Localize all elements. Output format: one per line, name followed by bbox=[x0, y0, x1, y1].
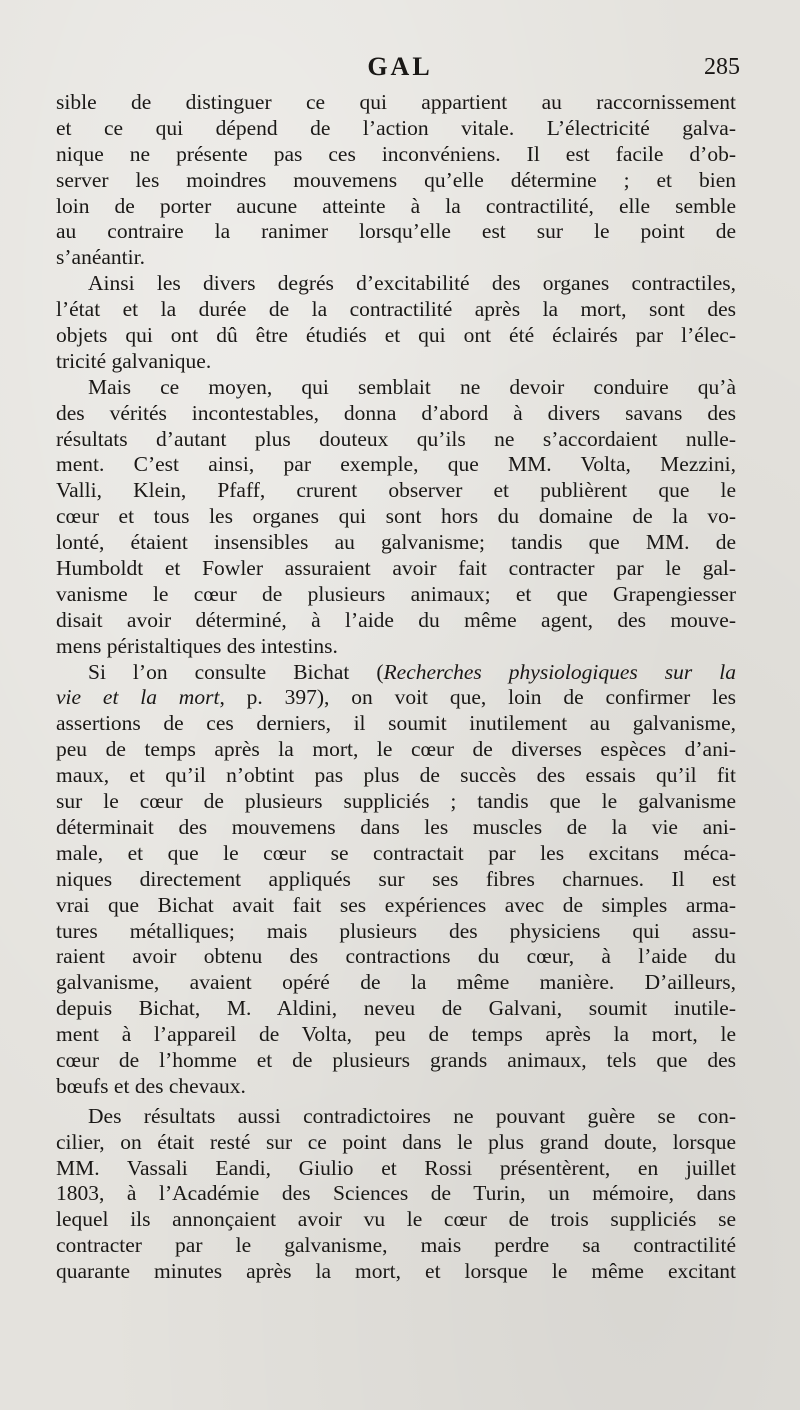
text-line: contracter par le galvanisme, mais perdre sa contractilité bbox=[56, 1233, 736, 1258]
text-line: cœur de l’homme et de plusieurs grands animaux, tels que des bbox=[56, 1047, 736, 1072]
text-line: 1803, à l’Académie des Sciences de Turin, un mémoire, dans bbox=[56, 1181, 736, 1206]
text-line: lonté, étaient insensibles au galvanisme; tandis que MM. de bbox=[56, 530, 736, 555]
text-line: assertions de ces derniers, il soumit inutilement au galvanisme, bbox=[56, 711, 736, 736]
running-title: GAL bbox=[367, 52, 433, 81]
text-line: bœufs et des chevaux. bbox=[56, 1073, 246, 1098]
text-line: déterminait des mouvemens dans les muscles de la vie ani- bbox=[56, 814, 736, 839]
text-fragment: , p. 397), on voit que, loin de confirmer les bbox=[219, 685, 736, 710]
text-line: vrai que Bichat avait fait ses expériences avec de simples arma- bbox=[56, 892, 736, 917]
text-line: peu de temps après la mort, le cœur de diverses espèces d’ani- bbox=[56, 737, 736, 762]
text-line: loin de porter aucune atteinte à la contractilité, elle semble bbox=[56, 193, 736, 218]
text-line: sur le cœur de plusieurs suppliciés ; tandis que le galvanisme bbox=[56, 789, 736, 814]
text-line: galvanisme, avaient opéré de la même manière. D’ailleurs, bbox=[56, 970, 736, 995]
text-line: Des résultats aussi contradictoires ne pouvant guère se con- bbox=[88, 1103, 736, 1128]
paragraph-1 bbox=[56, 90, 736, 271]
text-line: lequel ils annonçaient avoir vu le cœur de trois suppliciés se bbox=[56, 1207, 736, 1232]
text-line: mens péristaltiques des intestins. bbox=[56, 633, 338, 658]
text-line: disait avoir déterminé, à l’aide du même agent, des mouve- bbox=[56, 607, 736, 632]
text-line: cœur et tous les organes qui sont hors du domaine de la vo- bbox=[56, 504, 736, 529]
text-fragment: Si l’on consulte Bichat ( bbox=[88, 659, 384, 684]
text-line: sible de distinguer ce qui appartient au raccornissement bbox=[56, 90, 736, 114]
text-line: male, et que le cœur se contractait par les excitans méca- bbox=[56, 840, 736, 865]
text-line: depuis Bichat, M. Aldini, neveu de Galvani, soumit inutile- bbox=[56, 996, 736, 1021]
text-line: l’état et la durée de la contractilité après la mort, sont des bbox=[56, 297, 736, 322]
paragraph-4 bbox=[56, 660, 736, 1100]
text-line: et ce qui dépend de l’action vitale. L’électricité galva- bbox=[56, 115, 736, 140]
text-line: nique ne présente pas ces inconvéniens. Il est facile d’ob- bbox=[56, 141, 736, 166]
text-line: objets qui ont dû être étudiés et qui ont été éclairés par l’élec- bbox=[56, 323, 736, 348]
italic-title: vie et la mort bbox=[56, 685, 220, 710]
text-line: Humboldt et Fowler assuraient avoir fait contracter par le gal- bbox=[56, 556, 736, 581]
text-line: ment. C’est ainsi, par exemple, que MM. Volta, Mezzini, bbox=[56, 452, 736, 477]
text-line: niques directement appliqués sur ses fibres charnues. Il est bbox=[56, 866, 736, 891]
text-line: ment à l’appareil de Volta, peu de temps après la mort, le bbox=[56, 1022, 736, 1047]
text-line: des vérités incontestables, donna d’abord à divers savans des bbox=[56, 400, 736, 425]
text-line: résultats d’autant plus douteux qu’ils ne s’accordaient nulle- bbox=[56, 426, 736, 451]
paragraph-2 bbox=[56, 271, 736, 375]
text-line: Ainsi les divers degrés d’excitabilité des organes contractiles, bbox=[88, 271, 736, 296]
body-text bbox=[56, 90, 736, 1285]
page-number: 285 bbox=[704, 54, 740, 80]
paragraph-5 bbox=[56, 1104, 736, 1285]
text-line: tricité galvanique. bbox=[56, 348, 212, 373]
text-line: cilier, on était resté sur ce point dans le plus grand doute, lorsque bbox=[56, 1129, 736, 1154]
running-head bbox=[0, 52, 800, 86]
italic-title: Recherches physiologiques sur la bbox=[383, 659, 736, 684]
text-line: Valli, Klein, Pfaff, crurent observer et publièrent que le bbox=[56, 478, 736, 503]
text-line: au contraire la ranimer lorsqu’elle est sur le point de bbox=[56, 219, 736, 244]
text-line: maux, et qu’il n’obtint pas plus de succès des essais qu’il fit bbox=[56, 763, 736, 788]
text-line bbox=[56, 660, 736, 686]
text-line: quarante minutes après la mort, et lorsque le même excitant bbox=[56, 1259, 736, 1284]
paragraph-3 bbox=[56, 375, 736, 660]
text-line: vanisme le cœur de plusieurs animaux; et que Grapengiesser bbox=[56, 581, 736, 606]
text-line: MM. Vassali Eandi, Giulio et Rossi présentèrent, en juillet bbox=[56, 1155, 736, 1180]
text-line: raient avoir obtenu des contractions du cœur, à l’aide du bbox=[56, 944, 736, 969]
text-line bbox=[56, 685, 736, 711]
text-line: server les moindres mouvemens qu’elle détermine ; et bien bbox=[56, 167, 736, 192]
text-line: s’anéantir. bbox=[56, 245, 145, 270]
text-line: tures métalliques; mais plusieurs des physiciens qui assu- bbox=[56, 918, 736, 943]
text-line: Mais ce moyen, qui semblait ne devoir conduire qu’à bbox=[88, 374, 736, 399]
